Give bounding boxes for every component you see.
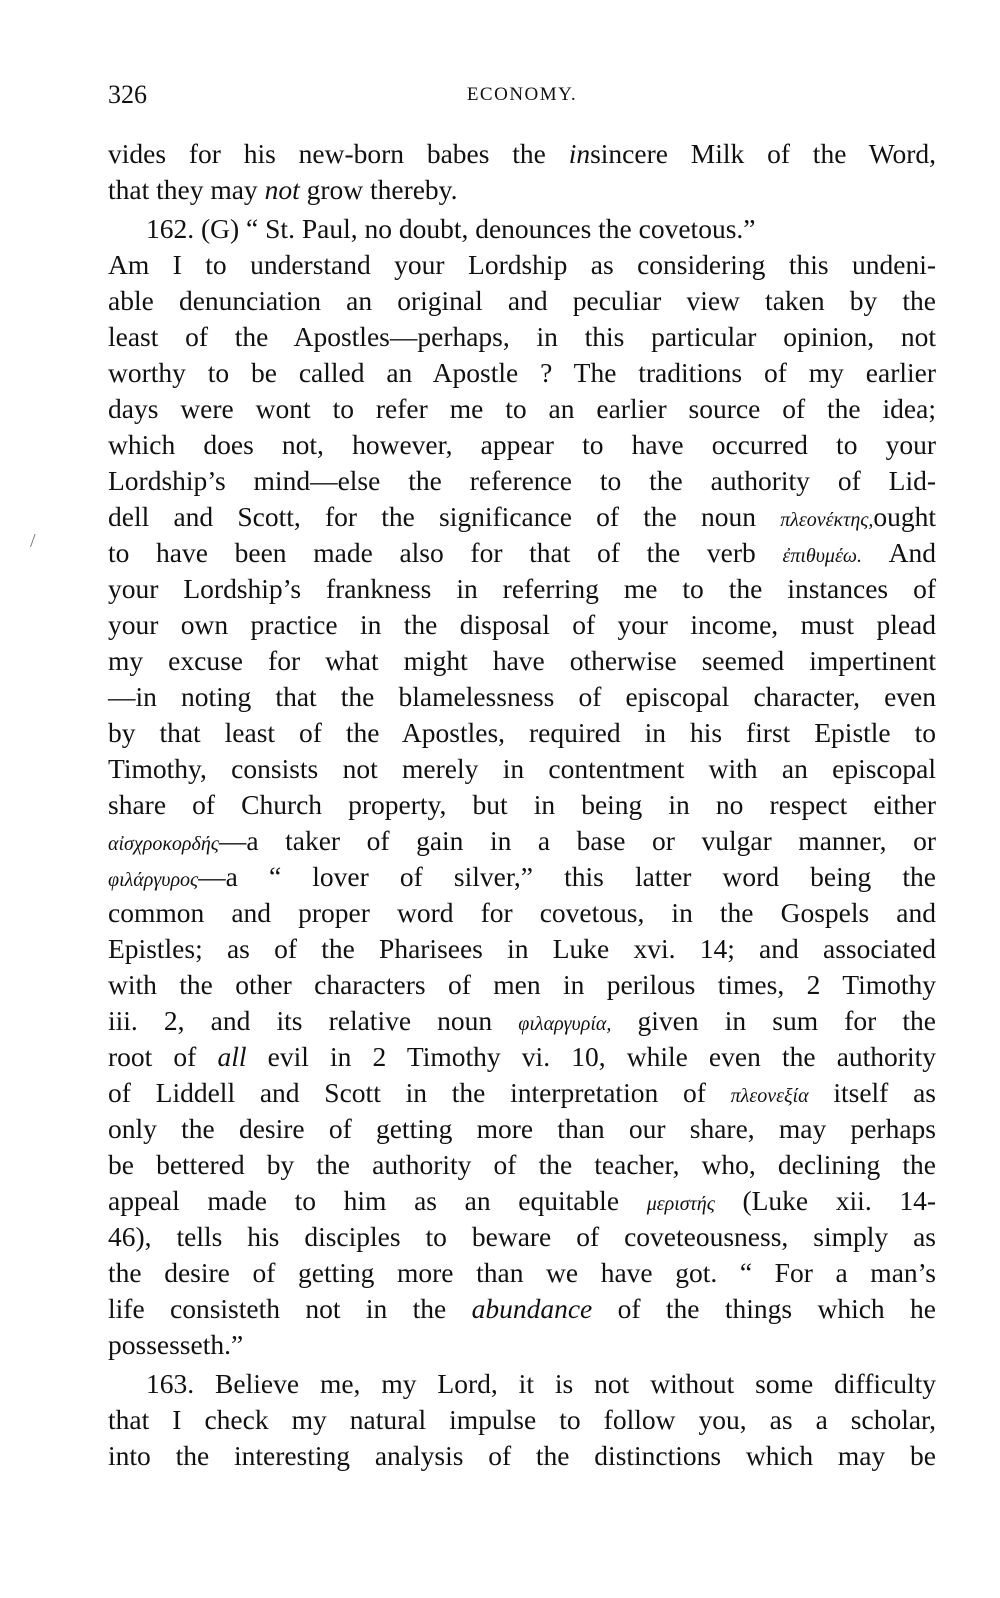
greek-word: φιλάργυρος [108, 869, 199, 891]
text-line [108, 1147, 936, 1183]
line-text: least of the Apostles—perhaps, in this particular opinion, not [108, 321, 936, 352]
line-text: evil in 2 Timothy vi. 10, while even the authority [246, 1041, 936, 1072]
text-line [108, 1327, 936, 1363]
line-text: of Liddell and Scott in the interpretation of [108, 1077, 731, 1108]
line-text: of the things which he [592, 1293, 936, 1324]
running-header [108, 80, 936, 114]
text-line [108, 391, 936, 427]
text-line [108, 787, 936, 823]
text-line [108, 535, 936, 571]
text-line [108, 679, 936, 715]
text-line [108, 931, 936, 967]
line-text: 46), tells his disciples to beware of coveteousness, simply as [108, 1221, 936, 1252]
text-line [108, 895, 936, 931]
line-text: possesseth.” [108, 1329, 244, 1360]
text-line [146, 1366, 936, 1402]
text-line [108, 823, 936, 859]
text-line [108, 967, 936, 1003]
text-line [108, 571, 936, 607]
text-line [108, 607, 936, 643]
line-text: itself as [808, 1077, 936, 1108]
line-text: only the desire of getting more than our share, may perhaps [108, 1113, 936, 1144]
text-line [108, 1402, 936, 1438]
text-line [108, 136, 936, 172]
line-text: which does not, however, appear to have occurred to your [108, 429, 936, 460]
line-text: life consisteth not in the [108, 1293, 472, 1324]
line-text: sincere Milk of the Word, [590, 138, 936, 169]
line-text: by that least of the Apostles, required in his first Epistle to [108, 717, 936, 748]
text-line [108, 463, 936, 499]
text-line [108, 1219, 936, 1255]
page-number: 326 [108, 80, 147, 109]
text-line [108, 247, 936, 283]
line-text: worthy to be called an Apostle ? The traditions of my earlier [108, 357, 936, 388]
emphasis-text: abundance [471, 1293, 593, 1324]
line-text: that they may [108, 174, 265, 205]
line-text: share of Church property, but in being in no respect either [108, 789, 936, 820]
line-text: root of [108, 1041, 218, 1072]
line-text: the desire of getting more than we have got. “ For a man’s [108, 1257, 936, 1288]
text-line [108, 1291, 936, 1327]
line-text: And [861, 537, 936, 568]
text-line [108, 172, 936, 208]
line-text: Lordship’s mind—else the reference to the authority of Lid- [108, 465, 936, 496]
line-text: (Luke xii. 14- [714, 1185, 936, 1216]
running-title: ECONOMY. [466, 84, 578, 105]
line-text: dell and Scott, for the significance of the noun [108, 501, 781, 532]
line-text: iii. 2, and its relative noun [108, 1005, 519, 1036]
line-text: —in noting that the blamelessness of episcopal character, even [108, 681, 936, 712]
line-text: your own practice in the disposal of your income, must plead [108, 609, 936, 640]
line-text: —a taker of gain in a base or vulgar manner, or [218, 825, 936, 856]
greek-word: αἰσχροκορδής [108, 833, 219, 855]
greek-word: μεριστής [646, 1193, 715, 1215]
greek-word: ἐπιθυμέω. [782, 545, 862, 567]
emphasis-text: not [264, 174, 300, 205]
line-text: given in sum for the [611, 1005, 936, 1036]
line-text: Am I to understand your Lordship as considering this undeni- [108, 249, 936, 280]
text-line [108, 499, 936, 535]
line-text: able denunciation an original and peculiar view taken by the [108, 285, 936, 316]
line-text: to have been made also for that of the verb [108, 537, 783, 568]
text-line [108, 1075, 936, 1111]
text-line [108, 643, 936, 679]
text-line [108, 1003, 936, 1039]
line-text: grow thereby. [299, 174, 458, 205]
text-line [108, 319, 936, 355]
emphasis-text: in [568, 138, 591, 169]
text-line [108, 859, 936, 895]
line-text: be bettered by the authority of the teacher, who, declining the [108, 1149, 936, 1180]
text-line [108, 715, 936, 751]
text-line [146, 211, 936, 247]
text-line [108, 751, 936, 787]
line-text: ought [873, 501, 936, 532]
line-text: with the other characters of men in perilous times, 2 Timothy [108, 969, 936, 1000]
line-text: 162. (G) “ St. Paul, no doubt, denounces the covetous.” [146, 213, 756, 244]
line-text: my excuse for what might have otherwise seemed impertinent [108, 645, 936, 676]
line-text: vides for his new-born babes the [108, 138, 569, 169]
text-line [108, 1255, 936, 1291]
line-text: your Lordship’s frankness in referring me to the instances of [108, 573, 936, 604]
text-line [108, 283, 936, 319]
greek-word: πλεονέκτης, [780, 509, 874, 531]
line-text: Epistles; as of the Pharisees in Luke xvi. 14; and associated [108, 933, 936, 964]
line-text: common and proper word for covetous, in the Gospels and [108, 897, 936, 928]
text-line [108, 427, 936, 463]
text-line [108, 1039, 936, 1075]
line-text: 163. Believe me, my Lord, it is not without some difficulty [146, 1368, 936, 1399]
greek-word: πλεονεξία [730, 1085, 809, 1107]
text-line [108, 355, 936, 391]
emphasis-text: all [217, 1041, 247, 1072]
line-text: appeal made to him as an equitable [108, 1185, 647, 1216]
line-text: days were wont to refer me to an earlier source of the idea; [108, 393, 936, 424]
text-line [108, 1111, 936, 1147]
line-text: Timothy, consists not merely in contentment with an episcopal [108, 753, 936, 784]
text-line [108, 1183, 936, 1219]
line-text: that I check my natural impulse to follow you, as a scholar, [108, 1404, 936, 1435]
line-text: into the interesting analysis of the distinctions which may be [108, 1440, 936, 1471]
text-line [108, 1438, 936, 1474]
line-text: —a “ lover of silver,” this latter word being the [198, 861, 936, 892]
margin-mark: / [30, 530, 36, 552]
greek-word: φιλαργυρία, [518, 1013, 612, 1035]
